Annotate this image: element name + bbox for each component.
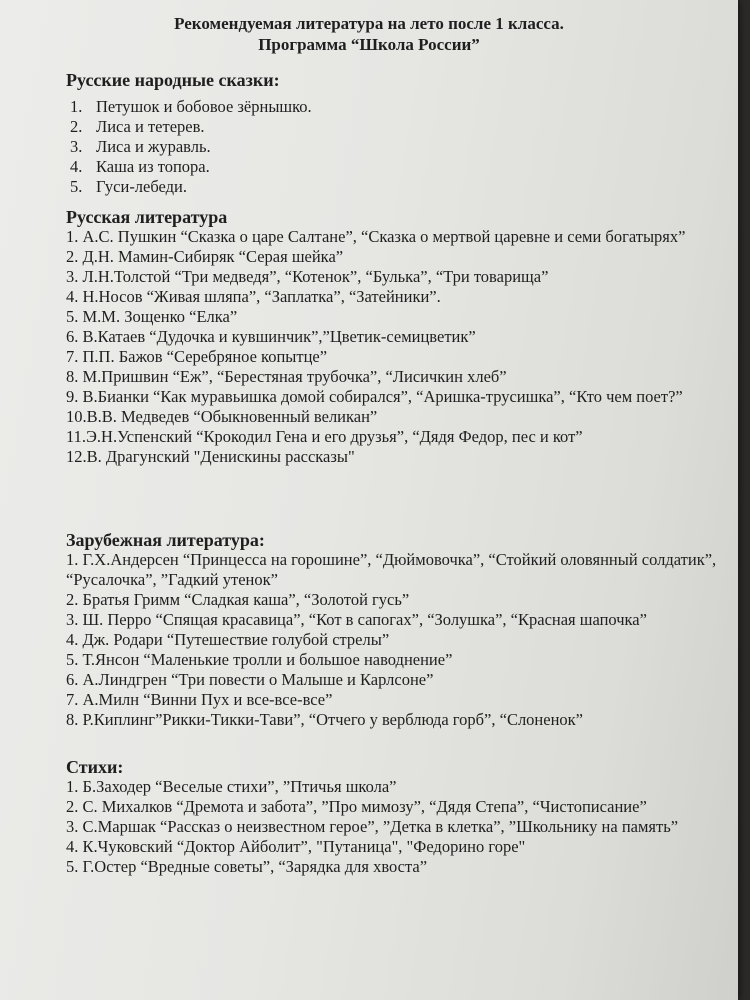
item-number: 5. [70, 177, 83, 196]
item-number: 2. [70, 117, 83, 136]
list-item: 1. Г.Х.Андерсен “Принцесса на горошине”, “Дюймовочка”, “Стойкий оловянный солдатик”, “Русалочка”, ”Гадкий утенок” [66, 550, 717, 589]
list-item: 12.В. Драгунский "Денискины рассказы" [66, 447, 355, 466]
folk-tales-list [66, 97, 726, 197]
list-item: 5. Т.Янсон “Маленькие тролли и большое наводнение” [66, 650, 453, 669]
list-item: 10.В.В. Медведев “Обыкновенный великан” [66, 407, 378, 426]
list-item: 2. С. Михалков “Дремота и забота”, ”Про мимозу”, “Дядя Степа”, “Чистописание” [66, 797, 647, 816]
item-text: Каша из топора. [96, 157, 210, 176]
russian-literature-list [66, 227, 726, 467]
list-item: 6. А.Линдгрен “Три повести о Малыше и Карлсоне” [66, 670, 434, 689]
item-text: Гуси-лебеди. [96, 177, 187, 196]
item-number: 3. [70, 137, 83, 156]
section-folk-tales [66, 70, 726, 197]
section-heading: Стихи: [66, 757, 124, 777]
list-item: 3. Л.Н.Толстой “Три медведя”, “Котенок”, “Булька”, “Три товарища” [66, 267, 549, 286]
list-item: 11.Э.Н.Успенский “Крокодил Гена и его друзья”, “Дядя Федор, пес и кот” [66, 427, 583, 446]
list-item: 5. Г.Остер “Вредные советы”, “Зарядка для хвоста” [66, 857, 428, 876]
item-text: Лиса и тетерев. [96, 117, 205, 136]
list-item [66, 137, 726, 157]
list-item: 2. Братья Гримм “Сладкая каша”, “Золотой гусь” [66, 590, 410, 609]
section-heading: Зарубежная литература: [66, 530, 265, 550]
list-item: 3. Ш. Перро “Спящая красавица”, “Кот в сапогах”, “Золушка”, “Красная шапочка” [66, 610, 647, 629]
document-subtitle: Программа “Школа России” [258, 35, 480, 54]
foreign-literature-list [66, 550, 726, 730]
list-item: 3. С.Маршак “Рассказ о неизвестном герое”, ”Детка в клетка”, ”Школьнику на память” [66, 817, 679, 836]
list-item [66, 97, 726, 117]
list-item: 1. Б.Заходер “Веселые стихи”, ”Птичья школа” [66, 777, 397, 796]
list-item: 5. М.М. Зощенко “Елка” [66, 307, 238, 326]
list-item: 2. Д.Н. Мамин-Сибиряк “Серая шейка” [66, 247, 344, 266]
section-heading: Русские народные сказки: [66, 70, 280, 90]
list-item: 4. Н.Носов “Живая шляпа”, “Заплатка”, “Затейники”. [66, 287, 441, 306]
item-number: 1. [70, 97, 83, 116]
list-item [66, 177, 726, 197]
list-item: 7. П.П. Бажов “Серебряное копытце” [66, 347, 328, 366]
section-russian-literature [66, 207, 726, 467]
list-item [66, 117, 726, 137]
list-item: 4. К.Чуковский “Доктор Айболит”, "Путаница", "Федорино горе" [66, 837, 526, 856]
document-title: Рекомендуемая литература на лето после 1 класса. [174, 14, 564, 33]
poems-list [66, 777, 726, 877]
list-item: 8. Р.Киплинг”Рикки-Тикки-Тави”, “Отчего у верблюда горб”, “Слоненок” [66, 710, 584, 729]
item-text: Лиса и журавль. [96, 137, 211, 156]
list-item: 1. А.С. Пушкин “Сказка о царе Салтане”, “Сказка о мертвой царевне и семи богатырях” [66, 227, 686, 246]
list-item: 6. В.Катаев “Дудочка и кувшинчик”,”Цветик-семицветик” [66, 327, 476, 346]
section-poems [66, 757, 726, 877]
section-foreign-literature [66, 530, 726, 730]
list-item: 9. В.Бианки “Как муравьишка домой собирался”, “Аришка-трусишка”, “Кто чем поет?” [66, 387, 683, 406]
list-item: 7. А.Милн “Винни Пух и все-все-все” [66, 690, 333, 709]
list-item: 8. М.Пришвин “Еж”, “Берестяная трубочка”, “Лисичкин хлеб” [66, 367, 507, 386]
section-heading: Русская литература [66, 207, 228, 227]
item-text: Петушок и бобовое зёрнышко. [96, 97, 312, 116]
list-item [66, 157, 726, 177]
list-item: 4. Дж. Родари “Путешествие голубой стрелы” [66, 630, 390, 649]
item-number: 4. [70, 157, 83, 176]
